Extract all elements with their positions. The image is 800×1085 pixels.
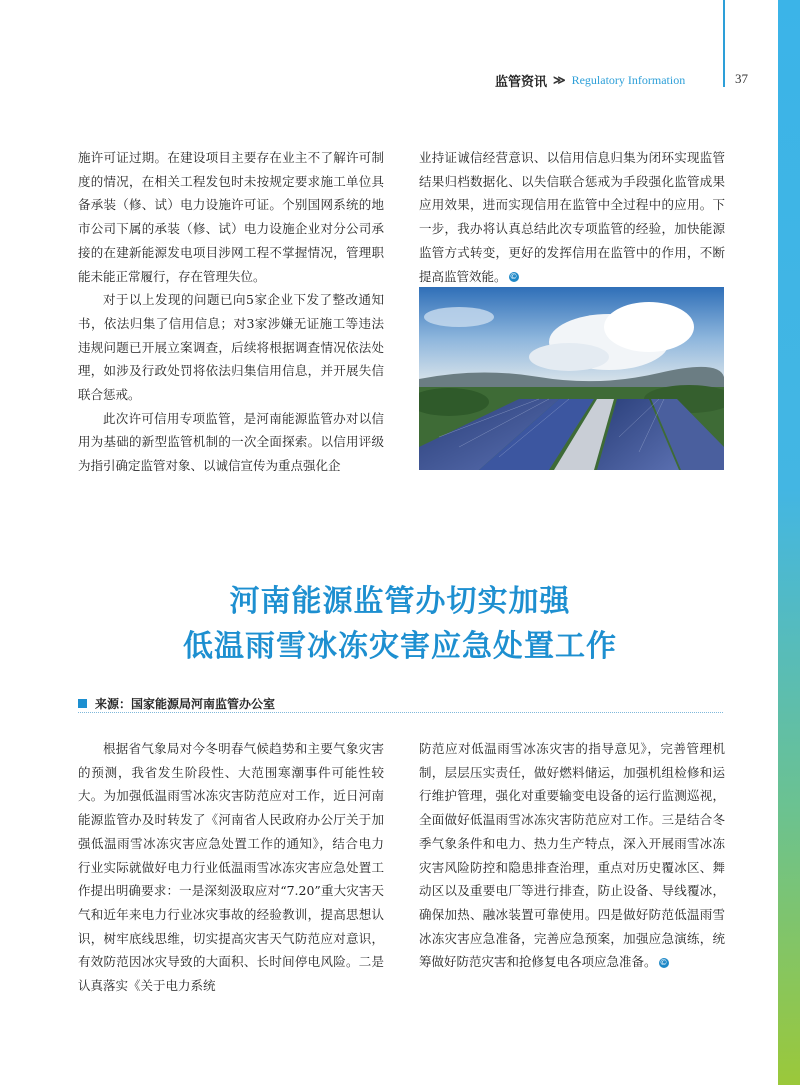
article2-left-column	[78, 737, 384, 998]
solar-panels-icon	[419, 287, 724, 470]
paragraph	[419, 737, 725, 974]
side-color-bar	[778, 0, 800, 1085]
end-mark-icon: ©	[659, 957, 668, 967]
end-mark-icon: ©	[509, 272, 518, 282]
paragraph: 此次许可信用专项监管，是河南能源监管办对以信用为基础的新型监管机制的一次全面探索。以信用评级为指引确定监管对象、以诚信宣传为重点强化企	[78, 410, 384, 474]
page-header	[495, 70, 755, 90]
article1-left-column	[78, 146, 384, 478]
paragraph: 对于以上发现的问题已向5家企业下发了整改通知书，依法归集了信用信息；对3家涉嫌无证施工等违法违规问题已开展立案调查，后续将根据调查情况依法处理，如涉及行政处罚将依法归集信用信息，并开展失信联合惩戒。	[78, 292, 384, 403]
article-title-line1: 河南能源监管办切实加强	[229, 584, 571, 619]
paragraph: 施许可证过期。在建设项目主要存在业主不了解许可制度的情况，在相关工程发包时未按规定要求施工单位具备承装（修、试）电力设施许可证。个别国网系统的地市公司下属的承装（修、试）电力设施企业对分公司承接的在建新能源发电项目涉网工程不掌握情况，管理职能未能正常履行，存在管理失位。	[78, 150, 384, 284]
dotted-divider	[78, 712, 723, 713]
page-number: 37	[735, 71, 748, 86]
article1-right-column	[419, 146, 725, 288]
double-chevron-icon: ≫	[553, 73, 566, 87]
section-label-en: Regulatory Information	[571, 72, 686, 87]
paragraph-text: 业持证诚信经营意识、以信用信息归集为闭环实现监管结果归档数据化、以失信联合惩戒为手段强化监管成果应用效果，进而实现信用在监管中全过程中的应用。下一步，我办将认真总结此次专项监管的经验，加快能源监管方式转变，更好的发挥信用在监管中的作用，不断提高监管效能。	[419, 150, 725, 284]
section-label: 监管资讯	[495, 74, 548, 90]
paragraph: 根据省气象局对今冬明春气候趋势和主要气象灾害的预测，我省发生阶段性、大范围寒潮事件可能性较大。为加强低温雨雪冰冻灾害防范应对工作，近日河南能源监管办及时转发了《河南省人民政府办公厅关于加强低温雨雪冰冻灾害应急处置工作的通知》，结合电力行业实际就做好电力行业低温雨雪冰冻灾害应急处置工作提出明确要求：一是深刻汲取应对“7.20”重大灾害天气和近年来电力行业冰灾事故的经验教训，提高思想认识，树牢底线思维，切实提高灾害天气防范应对意识，有效防范因冰灾导致的大面积、长时间停电风险。二是认真落实《关于电力系统	[78, 741, 384, 994]
article-source	[78, 693, 723, 713]
bullet-square-icon	[78, 699, 87, 708]
source-text: 来源：国家能源局河南监管办公室	[95, 696, 276, 711]
solar-panels-photo	[419, 287, 724, 470]
paragraph-text: 防范应对低温雨雪冰冻灾害的指导意见》，完善管理机制，层层压实责任，做好燃料储运，加强机组检修和运行维护管理，强化对重要输变电设备的运行监测巡视，全面做好低温雨雪冰冻灾害防范应对工作。三是结合冬季气象条件和电力、热力生产特点，深入开展雨雪冰冻灾害风险防控和隐患排查治理，重点对历史覆冰区、舞动区以及重要电厂等进行排查，防止设备、导线覆冰，确保加热、融冰装置可靠使用。四是做好防范低温雨雪冰冻灾害应急准备，完善应急预案，加强应急演练，统筹做好防范灾害和抢修复电各项应急准备。	[419, 741, 725, 970]
article2-right-column	[419, 737, 725, 974]
paragraph	[419, 146, 725, 288]
article-title-line2: 低温雨雪冰冻灾害应急处置工作	[183, 629, 617, 664]
